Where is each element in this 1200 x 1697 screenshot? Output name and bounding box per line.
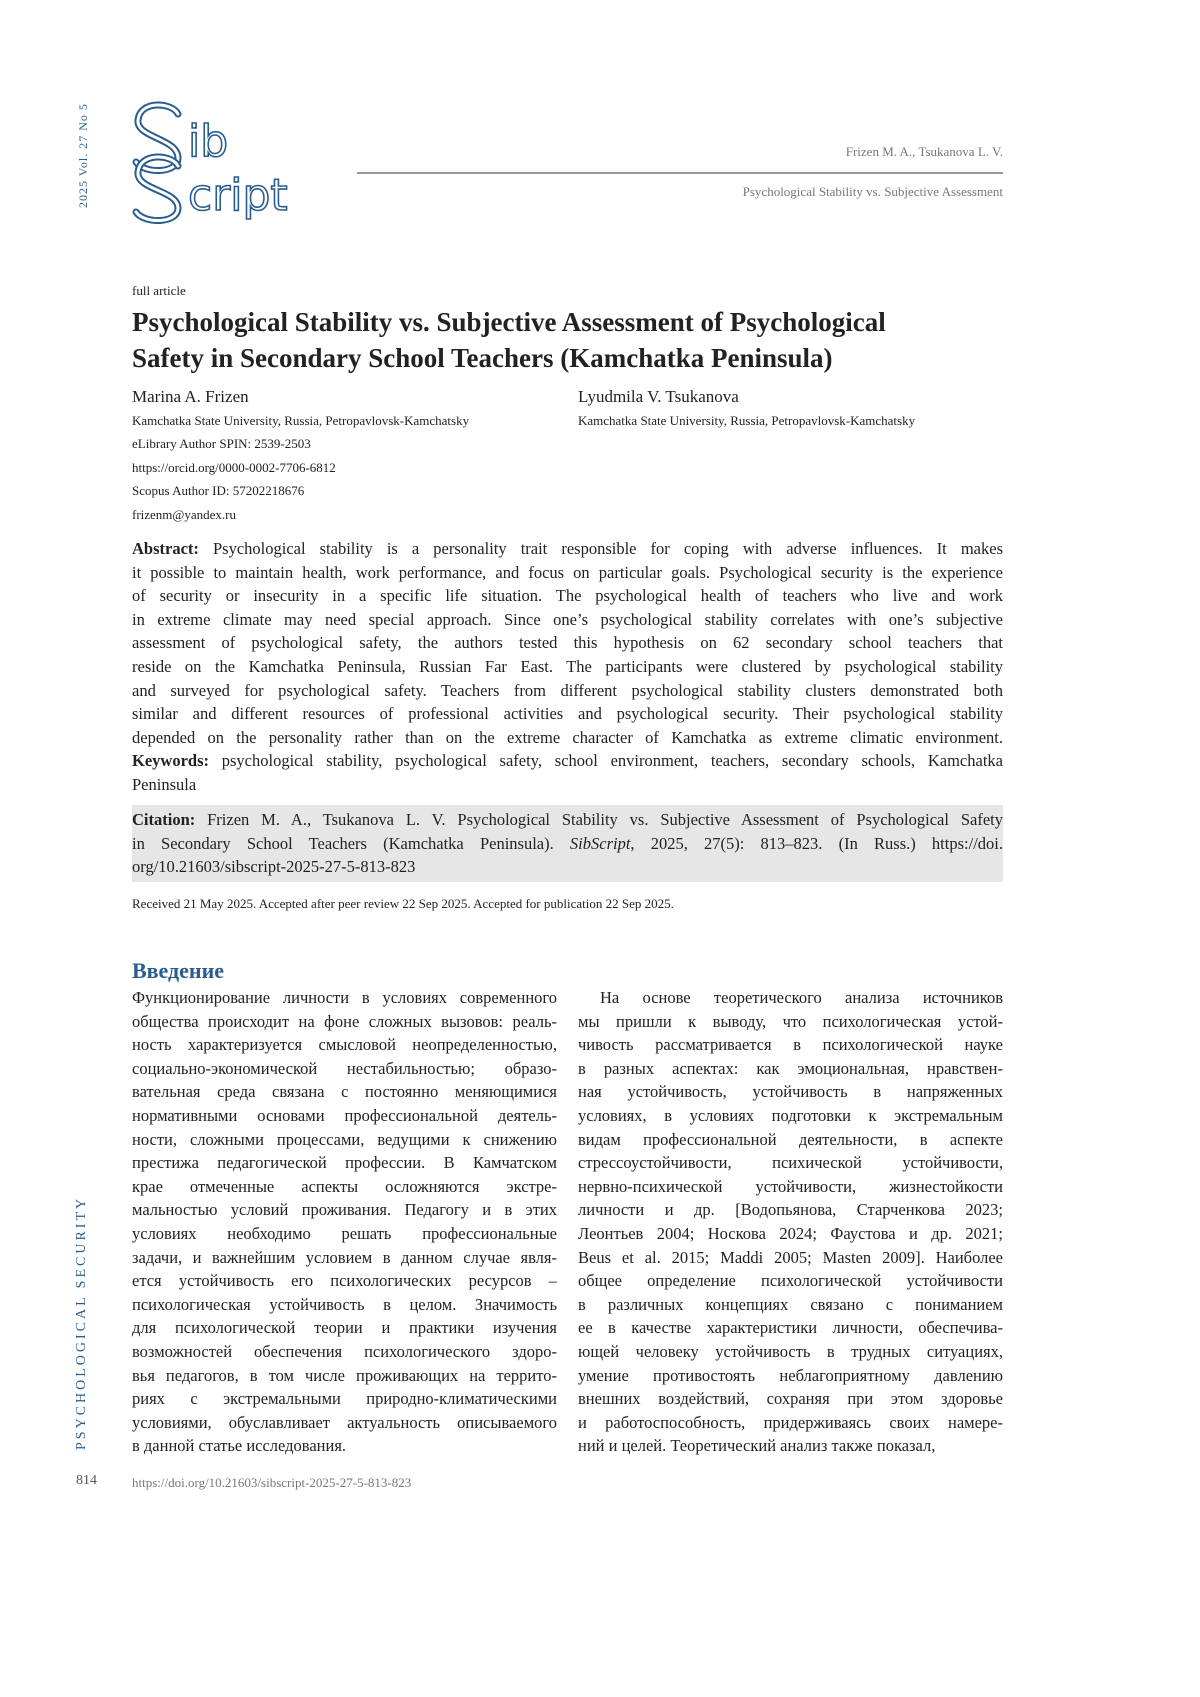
author-name: Lyudmila V. Tsukanova bbox=[578, 385, 915, 409]
text-line: нервно-психической устойчивости, жизнестойкости bbox=[578, 1175, 1003, 1199]
text-line: личности и др. [Водопьянова, Старченкова 2023; bbox=[578, 1198, 1003, 1222]
left-column bbox=[132, 986, 557, 1458]
article-title: Psychological Stability vs. Subjective Assessment of Psychological Safety in Secondary School Teachers (Kamchatka Peninsula) bbox=[132, 304, 1012, 376]
text-line: для психологической теории и практики изучения bbox=[132, 1316, 557, 1340]
text-line: Леонтьев 2004; Носкова 2024; Фаустова и др. 2021; bbox=[578, 1222, 1003, 1246]
text-line: в разных аспектах: как эмоциональная, нравствен- bbox=[578, 1057, 1003, 1081]
author-2: Lyudmila V. Tsukanova Kamchatka State University, Russia, Petropavlovsk-Kamchatsky bbox=[578, 385, 915, 432]
text-line: условиях, в условиях подготовки к экстремальным bbox=[578, 1104, 1003, 1128]
footer-doi-link[interactable]: https://doi.org/10.21603/sibscript-2025-27-5-813-823 bbox=[132, 1475, 411, 1491]
text-line: вательная среда связана с постоянно меняющимися bbox=[132, 1080, 557, 1104]
text-line: задачи, и важнейшим условием в данном случае явля- bbox=[132, 1246, 557, 1270]
right-column bbox=[578, 986, 1003, 1458]
text-line: мальностью условий проживания. Педагогу и в этих bbox=[132, 1198, 557, 1222]
text-line: общества происходит на фоне сложных вызовов: реаль- bbox=[132, 1010, 557, 1034]
text-line: возможностей обеспечения психологического здоро- bbox=[132, 1340, 557, 1364]
text-line: ная устойчивость, устойчивость в напряженных bbox=[578, 1080, 1003, 1104]
running-authors: Frizen M. A., Tsukanova L. V. bbox=[846, 144, 1003, 160]
text-line: психологическая устойчивость в целом. Значимость bbox=[132, 1293, 557, 1317]
text-line: крае отмеченные аспекты осложняются экстре- bbox=[132, 1175, 557, 1199]
text-line: мы пришли к выводу, что психологическая устой- bbox=[578, 1010, 1003, 1034]
section-label: PSYCHOLOGICAL SECURITY bbox=[74, 1196, 90, 1450]
doi-link[interactable]: org/10.21603/sibscript-2025-27-5-813-823 bbox=[132, 855, 1003, 879]
keywords: Keywords: psychological stability, psychological safety, school environment, teachers, secondary schools, Kamchatka bbox=[132, 749, 1003, 773]
citation-box: Citation: Frizen M. A., Tsukanova L. V. Psychological Stability vs. Subjective Assessment of Psychological Safety in Secondary School Teachers (Kamchatka Peninsula). SibScript, 2025, 27(5): 813–823. (In Russ.) https://doi. org/10.21603/sibscript-2025-27-5-813-823 bbox=[132, 805, 1003, 882]
page-number: 814 bbox=[76, 1473, 97, 1489]
running-title: Psychological Stability vs. Subjective Assessment bbox=[743, 184, 1003, 200]
text-line: видам профессиональной деятельности, в аспекте bbox=[578, 1128, 1003, 1152]
abstract: Abstract: Psychological stability is a personality trait responsible for coping with adverse influences. It makes it possible to maintain health, work performance, and focus on particular goals. Psychological security is the experience of security or insecurity in a specific life situation. The psychological health of teachers who live and work in extreme climate may need special approach. Since one’s psychological stability correlates with one’s subjective assessment of psychological safety, the authors tested this hypothesis on 62 secondary school teachers that reside on the Kamchatka Peninsula, Russian Far East. The participants were clustered by psychological stability and surveyed for psychological safety. Teachers from different psychological stability clusters demonstrated both similar and different resources of professional activities and psychological security. Their psychological stability depended on the personality rather than on the extreme character of Kamchatka as extreme climatic environment. Keywords: psychological stability, psychological safety, school environment, teachers, secondary schools, Kamchatka Peninsula bbox=[132, 537, 1003, 797]
text-line: ности, сложными процессами, ведущими к снижению bbox=[132, 1128, 557, 1152]
dates: Received 21 May 2025. Accepted after peer review 22 Sep 2025. Accepted for publication 22 Sep 2025. bbox=[132, 896, 674, 912]
abstract-label: Abstract: bbox=[132, 539, 199, 558]
text-line: и работоспособность, придерживаясь своих намере- bbox=[578, 1411, 1003, 1435]
text-line: ее в качестве характеристики личности, обеспечива- bbox=[578, 1316, 1003, 1340]
author-1: Marina A. Frizen Kamchatka State University, Russia, Petropavlovsk-Kamchatsky eLibrary Author SPIN: 2539-2503 https://orcid.org/0000-0002-7706-6812 Scopus Author ID: 57202218676 frizenm@yandex.ru bbox=[132, 385, 469, 526]
text-line: На основе теоретического анализа источников bbox=[578, 986, 1003, 1010]
svg-text:ib: ib bbox=[188, 116, 228, 167]
text-line: Функционирование личности в условиях современного bbox=[132, 986, 557, 1010]
text-line: социально-экономической нестабильностью; образо- bbox=[132, 1057, 557, 1081]
sibscript-logo bbox=[132, 100, 342, 225]
text-line: вья педагогов, в том числе проживающих на террито- bbox=[132, 1364, 557, 1388]
text-line: внешних воздействий, сохраняя при этом здоровье bbox=[578, 1387, 1003, 1411]
keywords-label: Keywords: bbox=[132, 751, 209, 770]
email-link[interactable]: frizenm@yandex.ru bbox=[132, 503, 469, 527]
text-line: ний и целей. Теоретический анализ также показал, bbox=[578, 1434, 1003, 1458]
issue-info: 2025 Vol. 27 No 5 bbox=[76, 103, 91, 208]
text-line: Beus et al. 2015; Maddi 2005; Masten 2009]. Наиболее bbox=[578, 1246, 1003, 1270]
text-line: нормативными основами профессиональной деятель- bbox=[132, 1104, 557, 1128]
text-line: в данной статье исследования. bbox=[132, 1434, 557, 1458]
text-line: ется устойчивость его психологических ресурсов – bbox=[132, 1269, 557, 1293]
text-line: престижа педагогической профессии. В Камчатском bbox=[132, 1151, 557, 1175]
author-name: Marina A. Frizen bbox=[132, 385, 469, 409]
text-line: в различных концепциях связано с пониманием bbox=[578, 1293, 1003, 1317]
text-line: общее определение психологической устойчивости bbox=[578, 1269, 1003, 1293]
section-heading: Введение bbox=[132, 958, 224, 984]
text-line: ность характеризуется смысловой неопределенностью, bbox=[132, 1033, 557, 1057]
text-line: риях с экстремальными природно-климатическими bbox=[132, 1387, 557, 1411]
header-divider bbox=[357, 172, 1003, 174]
text-line: ющей человеку устойчивость в трудных ситуациях, bbox=[578, 1340, 1003, 1364]
text-line: умение противостоять неблагоприятному давлению bbox=[578, 1364, 1003, 1388]
citation-label: Citation: bbox=[132, 810, 195, 829]
text-line: чивость рассматривается в психологической науке bbox=[578, 1033, 1003, 1057]
orcid-link[interactable]: https://orcid.org/0000-0002-7706-6812 bbox=[132, 456, 469, 480]
article-type: full article bbox=[132, 283, 186, 299]
svg-text:cript: cript bbox=[188, 170, 288, 221]
text-line: стрессоустойчивости, психической устойчивости, bbox=[578, 1151, 1003, 1175]
text-line: условиями, обуславливает актуальность описываемого bbox=[132, 1411, 557, 1435]
text-line: условиях необходимо решать профессиональные bbox=[132, 1222, 557, 1246]
